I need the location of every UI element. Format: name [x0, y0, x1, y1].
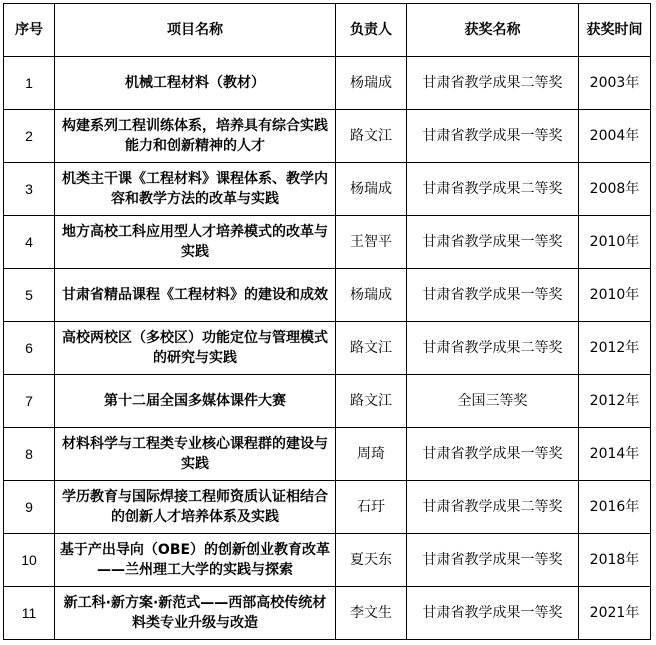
table-row [4, 428, 651, 481]
header-leader: 负责人 [336, 4, 407, 57]
leader-cell: 杨瑞成 [336, 57, 407, 110]
leader-cell: 王智平 [336, 216, 407, 269]
project-cell: 学历教育与国际焊接工程师资质认证相结合的创新人才培养体系及实践 [55, 481, 336, 534]
table-row [4, 587, 651, 640]
leader-cell: 夏天东 [336, 534, 407, 587]
leader-cell: 路文江 [336, 375, 407, 428]
award-cell: 甘肃省教学成果一等奖 [407, 110, 579, 163]
award-cell: 甘肃省教学成果一等奖 [407, 216, 579, 269]
time-cell: 2021年 [579, 587, 651, 640]
serial-cell: 10 [4, 534, 55, 587]
serial-cell: 6 [4, 322, 55, 375]
project-cell: 甘肃省精品课程《工程材料》的建设和成效 [55, 269, 336, 322]
project-cell: 基于产出导向（OBE）的创新创业教育改革——兰州理工大学的实践与探索 [55, 534, 336, 587]
time-cell: 2012年 [579, 322, 651, 375]
serial-cell: 8 [4, 428, 55, 481]
project-cell: 地方高校工科应用型人才培养模式的改革与实践 [55, 216, 336, 269]
project-cell: 构建系列工程训练体系，培养具有综合实践能力和创新精神的人才 [55, 110, 336, 163]
leader-cell: 杨瑞成 [336, 163, 407, 216]
leader-cell: 周琦 [336, 428, 407, 481]
time-cell: 2003年 [579, 57, 651, 110]
serial-cell: 2 [4, 110, 55, 163]
table-row [4, 57, 651, 110]
award-cell: 甘肃省教学成果一等奖 [407, 428, 579, 481]
table-body [4, 57, 651, 640]
leader-cell: 石玗 [336, 481, 407, 534]
project-cell: 新工科·新方案·新范式——西部高校传统材料类专业升级与改造 [55, 587, 336, 640]
award-cell: 全国三等奖 [407, 375, 579, 428]
header-row [4, 4, 651, 57]
table-row [4, 322, 651, 375]
table-row [4, 269, 651, 322]
project-cell: 材料科学与工程类专业核心课程群的建设与实践 [55, 428, 336, 481]
award-cell: 甘肃省教学成果一等奖 [407, 534, 579, 587]
leader-cell: 杨瑞成 [336, 269, 407, 322]
time-cell: 2010年 [579, 269, 651, 322]
award-cell: 甘肃省教学成果一等奖 [407, 269, 579, 322]
leader-cell: 李文生 [336, 587, 407, 640]
header-project: 项目名称 [55, 4, 336, 57]
table-row [4, 375, 651, 428]
project-cell: 高校两校区（多校区）功能定位与管理模式的研究与实践 [55, 322, 336, 375]
award-cell: 甘肃省教学成果二等奖 [407, 481, 579, 534]
time-cell: 2014年 [579, 428, 651, 481]
serial-cell: 11 [4, 587, 55, 640]
table-row [4, 163, 651, 216]
award-cell: 甘肃省教学成果二等奖 [407, 163, 579, 216]
award-cell: 甘肃省教学成果一等奖 [407, 587, 579, 640]
project-cell: 机械工程材料（教材） [55, 57, 336, 110]
project-cell: 第十二届全国多媒体课件大赛 [55, 375, 336, 428]
serial-cell: 5 [4, 269, 55, 322]
serial-cell: 4 [4, 216, 55, 269]
serial-cell: 9 [4, 481, 55, 534]
table-row [4, 110, 651, 163]
awards-table [3, 3, 651, 640]
time-cell: 2016年 [579, 481, 651, 534]
time-cell: 2010年 [579, 216, 651, 269]
serial-cell: 1 [4, 57, 55, 110]
award-cell: 甘肃省教学成果二等奖 [407, 322, 579, 375]
time-cell: 2004年 [579, 110, 651, 163]
header-award: 获奖名称 [407, 4, 579, 57]
award-cell: 甘肃省教学成果二等奖 [407, 57, 579, 110]
leader-cell: 路文江 [336, 110, 407, 163]
table-row [4, 534, 651, 587]
table-row [4, 216, 651, 269]
time-cell: 2018年 [579, 534, 651, 587]
serial-cell: 3 [4, 163, 55, 216]
time-cell: 2012年 [579, 375, 651, 428]
header-time: 获奖时间 [579, 4, 651, 57]
time-cell: 2008年 [579, 163, 651, 216]
table-row [4, 481, 651, 534]
leader-cell: 路文江 [336, 322, 407, 375]
project-cell: 机类主干课《工程材料》课程体系、教学内容和教学方法的改革与实践 [55, 163, 336, 216]
serial-cell: 7 [4, 375, 55, 428]
header-serial: 序号 [4, 4, 55, 57]
